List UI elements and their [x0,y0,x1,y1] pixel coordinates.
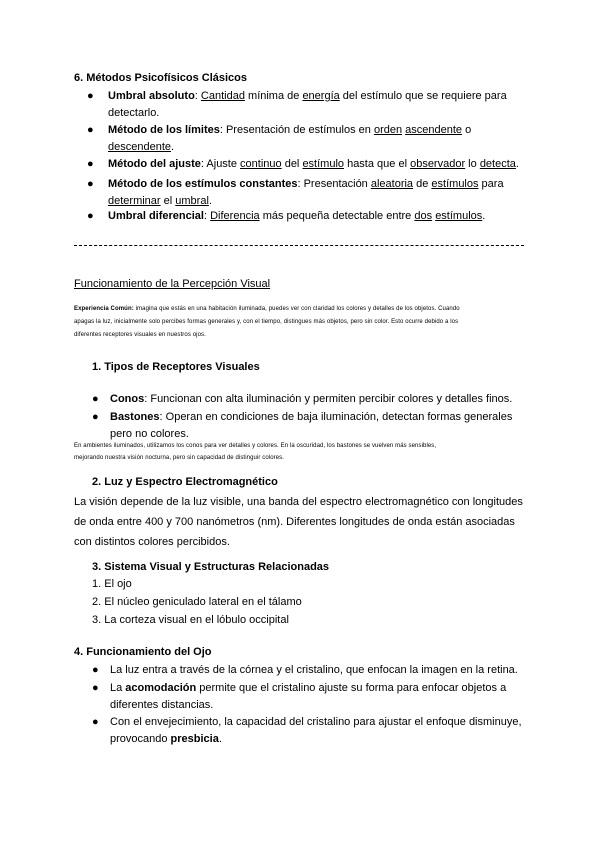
subsection-3-heading: 3. Sistema Visual y Estructuras Relacionadas [92,561,330,573]
bullet-icon: ● [92,716,99,728]
list-item: Umbral absoluto: Cantidad mínima de energía del estímulo que se requiere para [108,90,507,102]
bullet-icon: ● [92,411,99,423]
list-item: La acomodación permite que el cristalino ajuste su forma para enfocar objetos a [110,682,507,694]
list-item-cont: pero no colores. [110,428,189,440]
section-title: Funcionamiento de la Percepción Visual [74,278,271,290]
bullet-icon: ● [87,158,94,170]
list-item-cont: provocando presbicia. [110,733,222,745]
numbered-list [92,575,302,629]
list-item-cont: detectarlo. [108,107,160,119]
list-item: Método de los estímulos constantes: Presentación aleatoria de estímulos para [108,178,504,190]
bullet-icon: ● [92,393,99,405]
bullet-icon: ● [87,210,94,222]
bullet-icon: ● [87,124,94,136]
list-item: Con el envejecimiento, la capacidad del cristalino para ajustar el enfoque disminuye, [110,716,522,728]
subsection-2-heading: 2. Luz y Espectro Electromagnético [92,476,278,488]
list-item: La luz entra a través de la córnea y el cristalino, que enfocan la imagen en la retina. [110,664,518,676]
bullet-icon: ● [92,664,99,676]
list-item-cont: determinar el umbral. [108,195,212,207]
experiencia-paragraph: Experiencia Común: imagina que estás en una habitación iluminada, puedes ver con claridad los colores y detalles de los objetos. Cuando apagas la luz, inicialmente solo percibes formas generales y, con el tiempo, distingues más objetos, pero sin color. Esto ocurre debido a los diferentes receptores visuales en nuestros ojos. [74,306,460,338]
list-item-conos: Conos: Funcionan con alta iluminación y permiten percibir colores y detalles finos. [110,393,513,405]
subsection-4-heading: 4. Funcionamiento del Ojo [74,646,212,658]
bullet-icon: ● [92,682,99,694]
bullet-icon: ● [87,178,94,190]
subsection-1-heading: 1. Tipos de Receptores Visuales [92,361,260,373]
list-item: Método del ajuste: Ajuste continuo del estímulo hasta que el observador lo detecta. [108,158,519,170]
divider [74,245,524,246]
paragraph: La visión depende de la luz visible, una banda del espectro electromagnético con longitudes de onda entre 400 y 700 nanómetros (nm). Diferentes longitudes de onda están asociadas con distintos colores percibidos. [74,496,523,548]
list-item: 3. La corteza visual en el lóbulo occipital [92,614,289,626]
list-item-cont: descendente. [108,141,175,153]
list-item: 1. El ojo [92,578,132,590]
list-item-cont: diferentes distancias. [110,699,214,711]
list-item: Método de los límites: Presentación de estímulos en orden ascendente o [108,124,472,136]
list-item-bastones: Bastones: Operan en condiciones de baja iluminación, detectan formas generales [110,411,513,423]
section-6-heading: 6. Métodos Psicofísicos Clásicos [74,72,248,84]
bullet-icon: ● [87,90,94,102]
list-item: Umbral diferencial: Diferencia más pequeña detectable entre dos estímulos. [108,210,486,222]
note-paragraph: En ambientes iluminados, utilizamos los conos para ver detalles y colores. En la oscuridad, los bastones se vuelven más sensibles, mejorando nuestra visión nocturna, pero sin capacidad de distinguir colores. [74,443,437,461]
list-item: 2. El núcleo geniculado lateral en el tálamo [92,596,302,608]
